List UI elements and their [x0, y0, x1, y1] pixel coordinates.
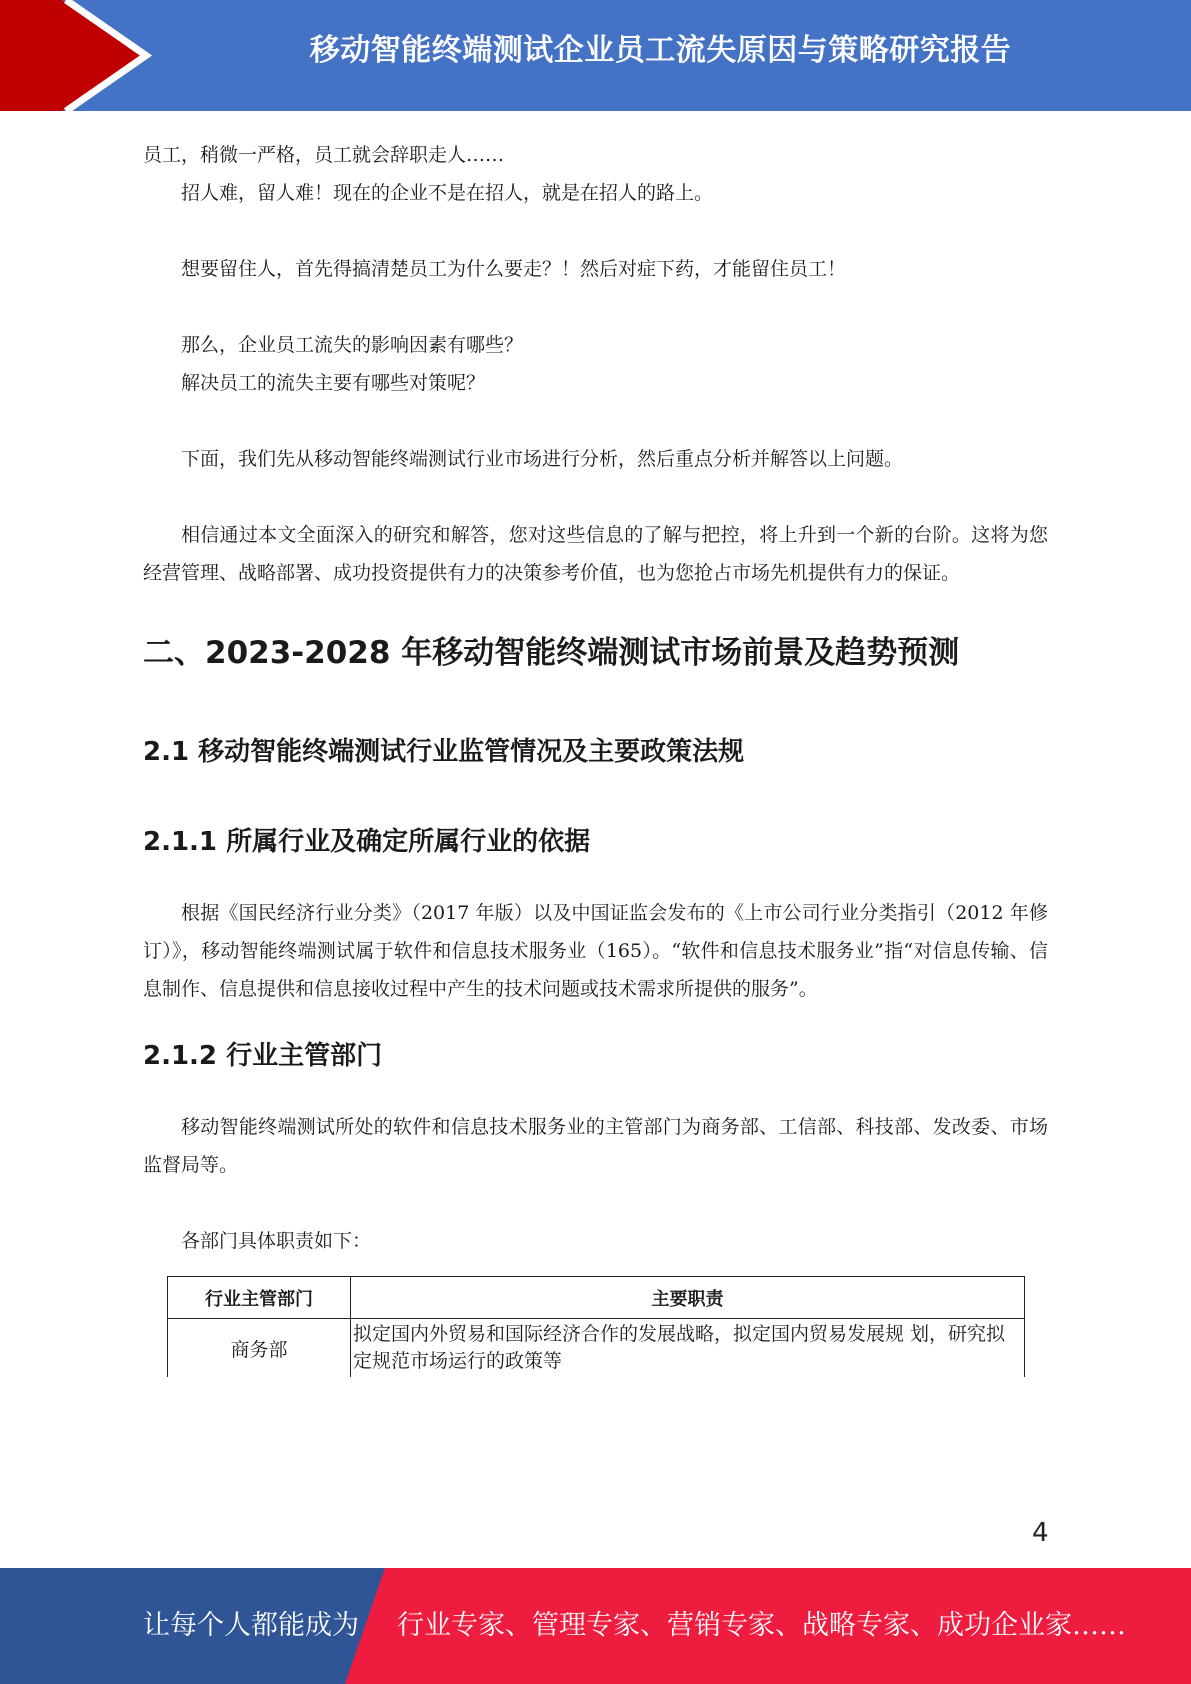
table-header: 主要职责	[351, 1277, 1025, 1319]
document-body	[143, 136, 1048, 1377]
page-footer	[0, 1568, 1191, 1684]
subsection-heading: 2.1 移动智能终端测试行业监管情况及主要政策法规	[143, 737, 745, 767]
page-number: 4	[1032, 1518, 1049, 1548]
table-cell: 商务部	[168, 1319, 351, 1378]
paragraph: 各部门具体职责如下：	[181, 1230, 372, 1252]
red-chevron-decoration	[0, 0, 160, 111]
paragraph: 想要留住人，首先得搞清楚员工为什么要走？！然后对症下药，才能留住员工！	[181, 258, 847, 280]
paragraph: 相信通过本文全面深入的研究和解答，您对这些信息的了解与把控，将上升到一个新的台阶。这将为您经营管理、战略部署、成功投资提供有力的决策参考价值，也为您抢占市场先机提供有力的保证。	[143, 524, 1048, 584]
table-header-row	[168, 1277, 1025, 1319]
subsection-heading: 2.1.1 所属行业及确定所属行业的依据	[143, 827, 591, 857]
paragraph: 解决员工的流失主要有哪些对策呢？	[181, 372, 486, 394]
paragraph: 移动智能终端测试所处的软件和信息技术服务业的主管部门为商务部、工信部、科技部、发改委、市场监督局等。	[143, 1116, 1048, 1176]
section-heading: 二、2023-2028 年移动智能终端测试市场前景及趋势预测	[143, 635, 960, 671]
paragraph: 那么，企业员工流失的影响因素有哪些？	[181, 334, 524, 356]
table-cell: 拟定国内外贸易和国际经济合作的发展战略，拟定国内贸易发展规 划，研究拟定规范市场运行的政策等	[351, 1319, 1025, 1378]
table-header: 行业主管部门	[168, 1277, 351, 1319]
table-row	[168, 1319, 1025, 1378]
footer-slogan-right: 行业专家、管理专家、营销专家、战略专家、成功企业家……	[397, 1610, 1126, 1641]
paragraph: 下面，我们先从移动智能终端测试行业市场进行分析，然后重点分析并解答以上问题。	[181, 448, 904, 470]
paragraph: 根据《国民经济行业分类》（2017 年版）以及中国证监会发布的《上市公司行业分类指引（2012 年修订）》，移动智能终端测试属于软件和信息技术服务业（165）。“软件和信息技术服务业”指“对信息传输、信息制作、信息提供和信息接收过程中产生的技术问题或技术需求所提供的服务”。	[143, 902, 1048, 1000]
paragraph: 员工，稍微一严格，员工就会辞职走人……	[143, 144, 505, 166]
report-title: 移动智能终端测试企业员工流失原因与策略研究报告	[309, 33, 1012, 68]
footer-slogan-left: 让每个人都能成为	[143, 1610, 359, 1641]
paragraph: 招人难，留人难！现在的企业不是在招人，就是在招人的路上。	[181, 182, 714, 204]
subsection-heading: 2.1.2 行业主管部门	[143, 1041, 383, 1071]
page-header	[0, 0, 1191, 111]
department-table	[167, 1276, 1025, 1377]
